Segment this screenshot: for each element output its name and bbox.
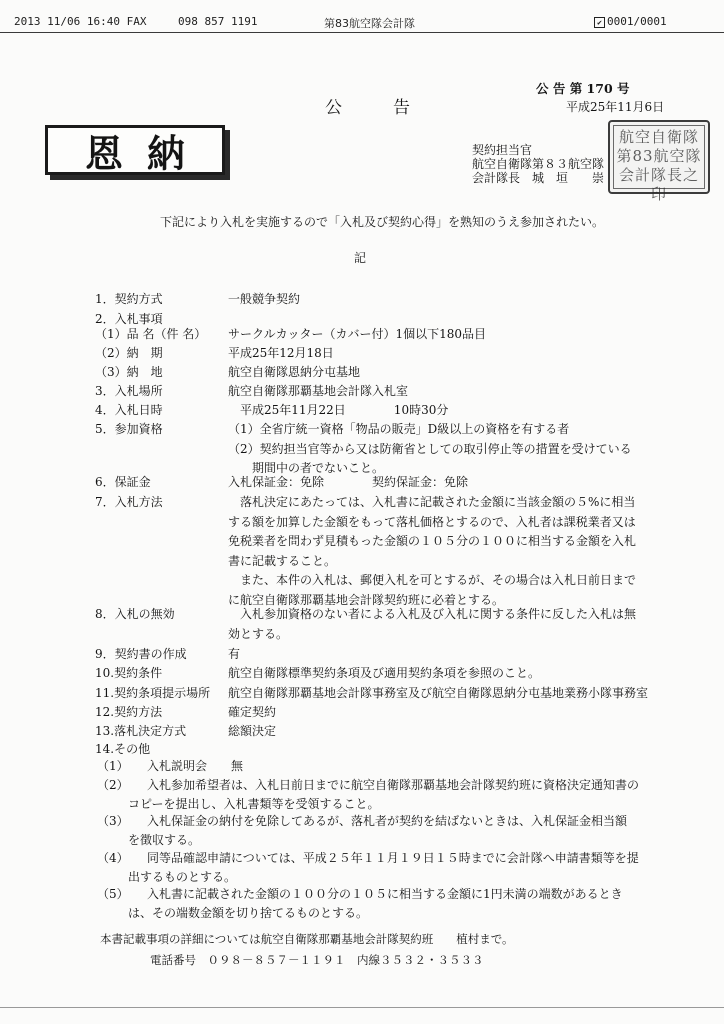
row-label: 6．保証金 (95, 475, 151, 489)
row-value: 航空自衛隊那覇基地会計隊入札室 (228, 384, 409, 398)
row-value: 航空自衛隊恩納分屯基地 (228, 365, 361, 379)
fax-page-icon: ✔ (594, 17, 605, 28)
row-value: 平成25年12月18日 (228, 346, 334, 360)
row-label: 7．入札方法 (95, 495, 163, 509)
contact-line: 契約担当官 (472, 143, 533, 157)
row-label: 9．契約書の作成 (95, 647, 187, 661)
row-label: 8．入札の無効 (95, 607, 175, 621)
row-label: 1．契約方式 (95, 292, 163, 306)
bottom-edge (0, 1007, 724, 1008)
row-label: （3）納 地 (95, 365, 163, 379)
notice-date: 平成25年11月6日 (566, 100, 665, 114)
other-item-text: 入札参加希望者は、入札日前日までに航空自衛隊那覇基地会計隊契約班に資格決定通知書の (147, 778, 640, 792)
onna-stamp: 恩納 (45, 125, 225, 175)
other-item-text: 入札保証金の納付を免除してあるが、落札者が契約を結ばないときは、入札保証金相当額 (147, 814, 628, 828)
other-item-text: 入札説明会 無 (147, 759, 244, 773)
other-item-text: 出するものとする。 (128, 869, 237, 884)
footer-phone: 電話番号 ０９８－８５７－１１９１ 内線３５３２・３５３３ (150, 953, 484, 967)
row-value: （1）全省庁統一資格「物品の販売」D級以上の資格を有する者 (228, 422, 570, 436)
other-item-number: （2） (97, 778, 129, 792)
official-seal (608, 120, 710, 203)
other-item-text: は、その端数金額を切り捨てるものとする。 (128, 905, 369, 920)
row-label: 11.契約条項提示場所 (95, 686, 211, 700)
row-label: 3．入札場所 (95, 384, 163, 398)
notice-title: 公 告 (325, 98, 410, 118)
row-value: サークルカッター（カバー付）1個以下180品目 (228, 327, 487, 341)
row-label: 13.落札決定方式 (95, 724, 187, 738)
other-item-number: （1） (97, 759, 129, 773)
row-label: 12.契約方法 (95, 705, 163, 719)
row-value: に航空自衛隊那覇基地会計隊契約班に必着とする。 (228, 592, 505, 607)
ki-heading: 記 (354, 251, 367, 265)
row-value: （2）契約担当官等から又は防衛省としての取引停止等の措置を受けている (228, 441, 632, 456)
other-item-text: 入札書に記載された金額の１００分の１０５に相当する金額に1円未満の端数があるとき (147, 887, 623, 901)
row-value: 平成25年11月22日 10時30分 (228, 403, 449, 417)
row-label: 2．入札事項 (95, 312, 163, 326)
notice-number: 公 告 第 170 号 (536, 81, 630, 96)
row-value: 免税業者を問わず見積もった金額の１０５分の１００に相当する金額を入札 (228, 534, 637, 548)
row-label: 14.その他 (95, 742, 151, 756)
row-value: 入札保証金：免除 契約保証金：免除 (228, 475, 469, 489)
other-item-number: （4） (97, 851, 129, 865)
seal-text: 航空自衛隊第83航空隊会計隊長之印 (616, 128, 702, 203)
row-value: 落札決定にあたっては、入札書に記載された金額に当該金額の５%に相当 (228, 495, 636, 509)
row-label: （1）品 名（件 名） (95, 327, 207, 341)
fax-page-counter (594, 15, 667, 28)
row-label: （2）納 期 (95, 346, 163, 360)
row-value: また、本件の入札は、郵便入札を可とするが、その場合は入札日前日まで (228, 573, 637, 587)
fax-page: 0001/0001 (607, 15, 667, 28)
row-value: 航空自衛隊那覇基地会計隊事務室及び航空自衛隊恩納分屯基地業務小隊事務室 (228, 686, 649, 700)
other-item-number: （5） (97, 887, 129, 901)
row-value: 総額決定 (228, 724, 277, 738)
intro-text: 下記により入札を実施するので「入札及び契約心得」を熟知のうえ参加されたい。 (160, 215, 605, 229)
row-label: 5．参加資格 (95, 422, 163, 436)
fax-datetime: 2013 11/06 16:40 FAX (14, 15, 147, 28)
other-item-text: を徴収する。 (128, 832, 201, 847)
other-item-text: 同等品確認申請については、平成２５年１１月１９日１５時までに会計隊へ申請書類等を提 (147, 851, 639, 865)
row-value: 確定契約 (228, 705, 277, 719)
contact-line: 航空自衛隊第８３航空隊 (472, 157, 605, 171)
row-label: 4．入札日時 (95, 403, 163, 417)
row-value: 入札参加資格のない者による入札及び入札に関する条件に反した入札は無 (228, 607, 637, 621)
footer-inquiry: 本書記載事項の詳細については航空自衛隊那覇基地会計隊契約班 植村まで。 (100, 932, 514, 946)
row-value: 期間中の者でないこと。 (228, 461, 385, 475)
row-value: 有 (228, 647, 241, 661)
row-value: 効とする。 (228, 626, 289, 641)
row-value: 航空自衛隊標準契約条項及び適用契約条項を参照のこと。 (228, 666, 541, 680)
fax-number: 098 857 1191 (178, 15, 258, 28)
row-value: する額を加算した金額をもって落札価格とするので、入札者は課税業者又は (228, 514, 636, 529)
other-item-text: コピーを提出し、入札書類等を受領すること。 (128, 796, 380, 811)
fax-sender: 第83航空隊会計隊 (324, 17, 415, 30)
other-item-number: （3） (97, 814, 129, 828)
row-value: 書に記載すること。 (228, 553, 337, 568)
row-label: 10.契約条件 (95, 666, 163, 680)
fax-divider (0, 32, 724, 33)
row-value: 一般競争契約 (228, 292, 301, 306)
contact-line: 会計隊長 城 垣 崇 (472, 171, 605, 185)
